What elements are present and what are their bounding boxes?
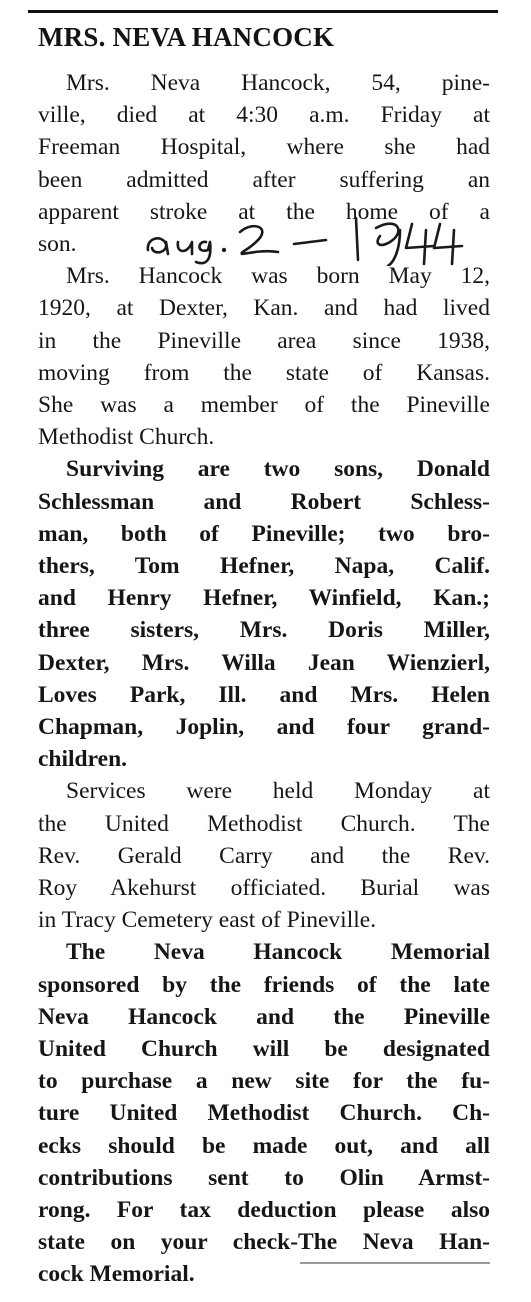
obituary-line: rong. For tax deduction please also [38, 1197, 490, 1223]
obituary-line: in the Pineville area since 1938, [38, 327, 490, 354]
headline: MRS. NEVA HANCOCK [38, 22, 335, 52]
obituary-line: cock Memorial. [38, 1261, 195, 1288]
obituary-line: Methodist Church. [38, 424, 215, 451]
obituary-line: Mrs. Hancock was born May 12, [66, 263, 490, 290]
obituary-line: ecks should be made out, and all [38, 1132, 490, 1159]
obituary-line: Neva Hancock and the Pineville [38, 1003, 490, 1030]
obituary-line: the United Methodist Church. The [38, 810, 490, 837]
obituary-line: Surviving are two sons, Donald [66, 456, 490, 483]
obituary-line: apparent stroke at the home of a [38, 198, 490, 225]
obituary-line: to purchase a new site for the fu- [38, 1068, 490, 1095]
obituary-line: moving from the state of Kansas. [38, 359, 490, 386]
obituary-line: Freeman Hospital, where she had [38, 134, 490, 161]
obituary-line: Services were held Monday at [66, 778, 490, 805]
obituary-line: state on your check-The Neva Han- [38, 1229, 490, 1256]
obituary-line: Schlessman and Robert Schless- [38, 488, 490, 515]
obituary-line: man, both of Pineville; two bro- [38, 520, 490, 547]
obituary-line: thers, Tom Hefner, Napa, Calif. [38, 553, 490, 579]
obituary-line: 1920, at Dexter, Kan. and had lived [38, 295, 490, 322]
obituary-line: ville, died at 4:30 a.m. Friday at [38, 102, 490, 129]
obituary-line: Roy Akehurst officiated. Burial was [38, 875, 490, 901]
obituary-line: Rev. Gerald Carry and the Rev. [38, 842, 490, 869]
obituary-line: children. [38, 746, 128, 773]
obituary-line: Dexter, Mrs. Willa Jean Wienzierl, [38, 649, 490, 676]
obituary-line: been admitted after suffering an [38, 166, 490, 193]
obituary-line: She was a member of the Pineville [38, 392, 490, 418]
top-rule [28, 10, 498, 13]
obituary-line: ture United Methodist Church. Ch- [38, 1100, 490, 1127]
obituary-line: contributions sent to Olin Armst- [38, 1164, 490, 1191]
obituary-line: three sisters, Mrs. Doris Miller, [38, 617, 490, 644]
obituary-line: United Church will be designated [38, 1036, 490, 1062]
obituary-line: sponsored by the friends of the late [38, 971, 490, 998]
obituary-line: in Tracy Cemetery east of Pineville. [38, 907, 377, 934]
bottom-rule [300, 1262, 490, 1264]
obituary-line: Loves Park, Ill. and Mrs. Helen [38, 681, 490, 708]
obituary-line: Mrs. Neva Hancock, 54, pine- [66, 70, 490, 96]
obituary-line: Chapman, Joplin, and four grand- [38, 714, 490, 740]
handwritten-date [144, 210, 464, 266]
obituary-line: son. [38, 231, 77, 257]
obituary-line: and Henry Hefner, Winfield, Kan.; [38, 585, 490, 612]
obituary-line: The Neva Hancock Memorial [66, 939, 490, 966]
